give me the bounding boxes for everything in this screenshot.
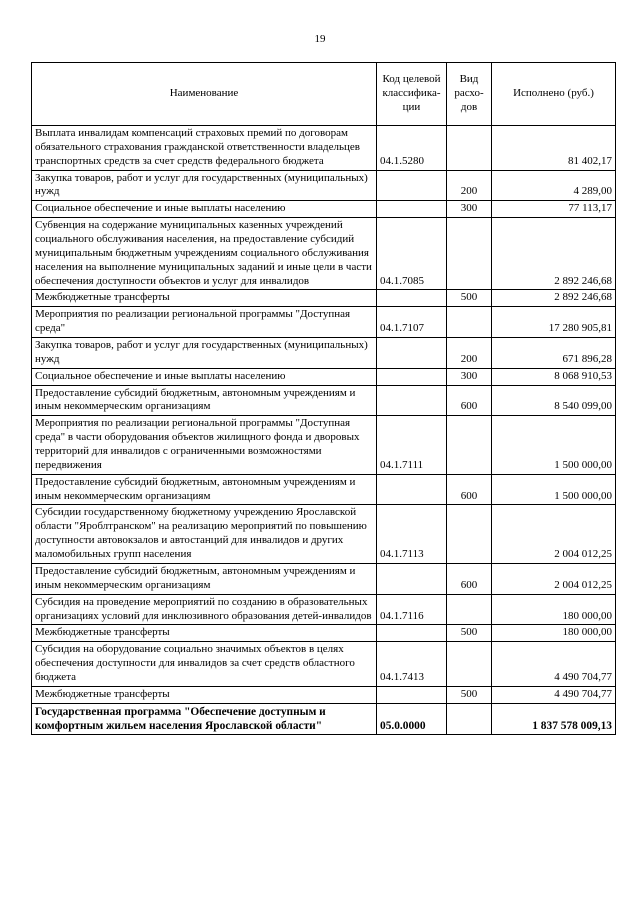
- cell-amount: 671 896,28: [492, 338, 616, 369]
- table-row: [32, 625, 616, 642]
- cell-amount: 4 490 704,77: [492, 686, 616, 703]
- cell-amount: 180 000,00: [492, 594, 616, 625]
- cell-amount: 2 892 246,68: [492, 290, 616, 307]
- cell-type: [447, 594, 492, 625]
- table-row: [32, 505, 616, 563]
- table-header-row: [32, 63, 616, 126]
- cell-code: [377, 368, 447, 385]
- cell-amount: 1 837 578 009,13: [492, 703, 616, 735]
- cell-name: Социальное обеспечение и иные выплаты населению: [32, 201, 377, 218]
- cell-type: 600: [447, 474, 492, 505]
- cell-amount: 8 068 910,53: [492, 368, 616, 385]
- cell-name: Закупка товаров, работ и услуг для государственных (муниципальных) нужд: [32, 170, 377, 201]
- cell-type: [447, 416, 492, 474]
- cell-name: Выплата инвалидам компенсаций страховых премий по договорам обязательного страхования гражданской ответственности владельцев транспортных средств за счет средств федерального бюджета: [32, 126, 377, 171]
- cell-name: Субсидия на оборудование социально значимых объектов в целях обеспечения доступности для инвалидов за счет средств областного бюджета: [32, 642, 377, 687]
- cell-amount: 180 000,00: [492, 625, 616, 642]
- cell-code: 04.1.7413: [377, 642, 447, 687]
- cell-name: Межбюджетные трансферты: [32, 686, 377, 703]
- cell-name: Субсидии государственному бюджетному учреждению Ярославской области "Яроблтранском" на реализацию мероприятий по повышению доступности автовокзалов и автостанций для инвалидов и других маломобильных групп населения: [32, 505, 377, 563]
- cell-code: 04.1.7107: [377, 307, 447, 338]
- cell-amount: 2 004 012,25: [492, 563, 616, 594]
- cell-name: Закупка товаров, работ и услуг для государственных (муниципальных) нужд: [32, 338, 377, 369]
- cell-type: 500: [447, 625, 492, 642]
- cell-name: Социальное обеспечение и иные выплаты населению: [32, 368, 377, 385]
- cell-name: Межбюджетные трансферты: [32, 625, 377, 642]
- cell-type: [447, 703, 492, 735]
- table-row: [32, 594, 616, 625]
- cell-type: [447, 505, 492, 563]
- cell-code: [377, 686, 447, 703]
- cell-code: 04.1.7116: [377, 594, 447, 625]
- cell-type: 200: [447, 170, 492, 201]
- cell-type: 600: [447, 563, 492, 594]
- table-row: [32, 686, 616, 703]
- budget-table: [31, 62, 616, 735]
- cell-code: [377, 563, 447, 594]
- table-row: [32, 385, 616, 416]
- cell-amount: 17 280 905,81: [492, 307, 616, 338]
- cell-type: [447, 218, 492, 290]
- cell-name: Предоставление субсидий бюджетным, автономным учреждениям и иным некоммерческим организациям: [32, 563, 377, 594]
- cell-code: 04.1.7113: [377, 505, 447, 563]
- cell-type: [447, 307, 492, 338]
- table-body: [32, 126, 616, 735]
- table-row: [32, 290, 616, 307]
- cell-type: 600: [447, 385, 492, 416]
- cell-type: [447, 126, 492, 171]
- table-row: [32, 563, 616, 594]
- table-row: [32, 474, 616, 505]
- cell-name: Субсидия на проведение мероприятий по созданию в образовательных организациях условий для инклюзивного образования детей-инвалидов: [32, 594, 377, 625]
- cell-name: Государственная программа "Обеспечение доступным и комфортным жильем населения Ярославской области": [32, 703, 377, 735]
- cell-amount: 2 892 246,68: [492, 218, 616, 290]
- column-header-name: Наименование: [32, 63, 377, 126]
- cell-type: 300: [447, 201, 492, 218]
- table-row: [32, 416, 616, 474]
- cell-code: [377, 385, 447, 416]
- cell-code: [377, 201, 447, 218]
- cell-code: [377, 625, 447, 642]
- cell-amount: 1 500 000,00: [492, 416, 616, 474]
- table-row: [32, 368, 616, 385]
- cell-code: 05.0.0000: [377, 703, 447, 735]
- table-row: [32, 703, 616, 735]
- cell-amount: 77 113,17: [492, 201, 616, 218]
- cell-code: [377, 290, 447, 307]
- table-row: [32, 201, 616, 218]
- cell-name: Мероприятия по реализации региональной программы "Доступная среда": [32, 307, 377, 338]
- cell-amount: 4 289,00: [492, 170, 616, 201]
- column-header-amount: Исполнено (руб.): [492, 63, 616, 126]
- table-row: [32, 307, 616, 338]
- cell-amount: 81 402,17: [492, 126, 616, 171]
- cell-name: Мероприятия по реализации региональной программы "Доступная среда" в части оборудования объектов жилищного фонда и дворовых территорий для инвалидов с ограниченными возможностями передвижения: [32, 416, 377, 474]
- cell-code: [377, 338, 447, 369]
- cell-type: 500: [447, 290, 492, 307]
- cell-name: Предоставление субсидий бюджетным, автономным учреждениям и иным некоммерческим организациям: [32, 474, 377, 505]
- cell-type: [447, 642, 492, 687]
- cell-amount: 8 540 099,00: [492, 385, 616, 416]
- table-row: [32, 126, 616, 171]
- cell-type: 500: [447, 686, 492, 703]
- table-row: [32, 642, 616, 687]
- cell-amount: 1 500 000,00: [492, 474, 616, 505]
- column-header-type: Вид расхо-дов: [447, 63, 492, 126]
- cell-name: Предоставление субсидий бюджетным, автономным учреждениям и иным некоммерческим организациям: [32, 385, 377, 416]
- table-row: [32, 170, 616, 201]
- cell-code: [377, 474, 447, 505]
- cell-type: 300: [447, 368, 492, 385]
- cell-amount: 4 490 704,77: [492, 642, 616, 687]
- cell-code: 04.1.7111: [377, 416, 447, 474]
- cell-name: Субвенция на содержание муниципальных казенных учреждений социального обслуживания населения, на предоставление субсидий муниципальным бюджетным учреждениям социального обслуживания населения на выполнение муниципальных заданий и иные цели в части обеспечения доступности объектов и услуг для инвалидов: [32, 218, 377, 290]
- cell-code: [377, 170, 447, 201]
- column-header-code: Код целевой классифика-ции: [377, 63, 447, 126]
- table-row: [32, 218, 616, 290]
- cell-type: 200: [447, 338, 492, 369]
- cell-code: 04.1.7085: [377, 218, 447, 290]
- page-number: 19: [314, 33, 326, 45]
- cell-amount: 2 004 012,25: [492, 505, 616, 563]
- table-row: [32, 338, 616, 369]
- cell-name: Межбюджетные трансферты: [32, 290, 377, 307]
- cell-code: 04.1.5280: [377, 126, 447, 171]
